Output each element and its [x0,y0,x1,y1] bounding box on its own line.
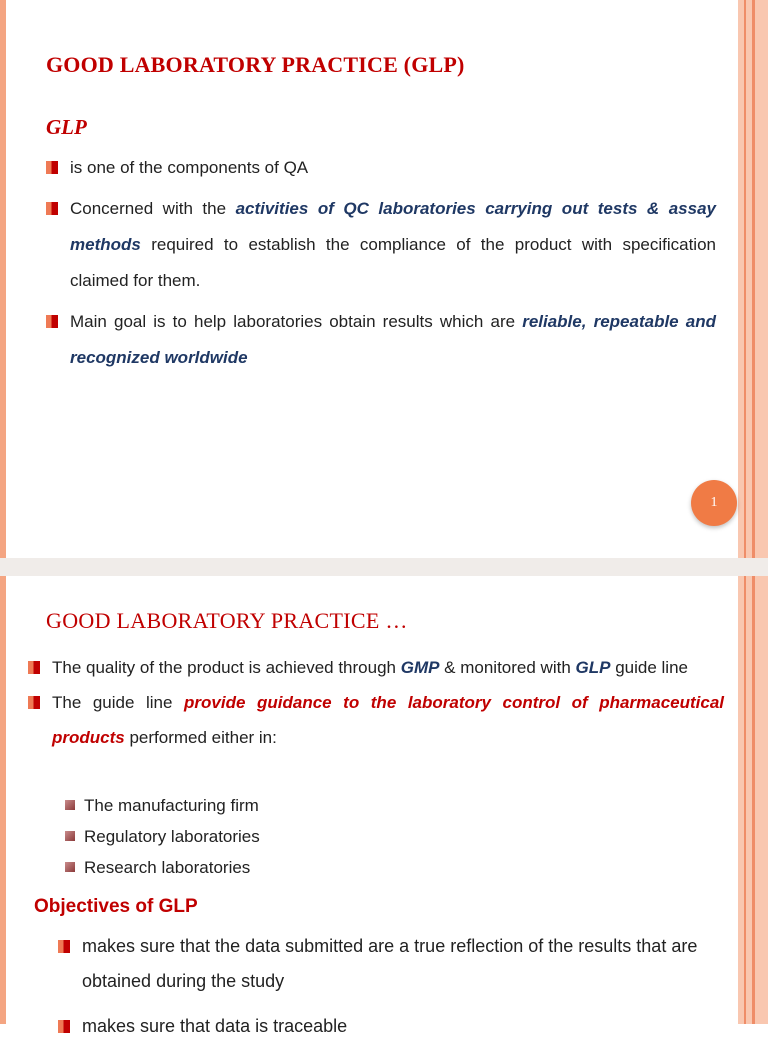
bullet-marker-icon [46,161,58,174]
bullet-marker-icon [46,315,58,328]
bullet-item [28,685,724,755]
page-number-badge: 1 [691,480,737,526]
sub-bullet-item [62,852,260,883]
bullet-text: is one of the components of QA [70,158,309,177]
sub-bullet-text: Research laboratories [84,858,251,877]
bullet-list [46,150,716,381]
objectives-heading: Objectives of GLP [34,896,198,917]
decorative-border-strip [738,0,768,1024]
bullet-marker-icon [58,1020,70,1033]
slide-separator [0,558,738,576]
sub-bullet-item [62,790,260,821]
sub-bullet-item [62,821,260,852]
objective-item [58,1009,724,1044]
sub-bullet-text: The manufacturing firm [84,796,259,815]
slide-separator [738,558,768,576]
sub-bullet-marker-icon [65,862,75,872]
sub-bullet-text: Regulatory laboratories [84,827,260,846]
objective-text: makes sure that data is traceable [82,1016,348,1036]
sub-bullet-marker-icon [65,800,75,810]
sub-bullet-marker-icon [65,831,75,841]
bullet-marker-icon [46,202,58,215]
bullet-text: Concerned with the [70,199,236,218]
border-line [752,0,755,1024]
objectives-list [58,929,724,1054]
bullet-emphasis: GMP [400,658,440,677]
subheading: GLP [46,115,87,139]
slide-2 [0,576,738,1036]
bullet-text: Main goal is to help laboratories obtain results which are [70,312,523,331]
sub-bullet-list [62,790,260,883]
bullet-text: guide line [610,658,688,677]
bullet-item [46,191,716,299]
slide-title: GOOD LABORATORY PRACTICE (GLP) [46,52,465,77]
border-line [744,0,746,1024]
bullet-text: performed either in: [124,728,277,747]
bullet-marker-icon [28,661,40,674]
bullet-text: & monitored with [439,658,576,677]
bullet-emphasis: GLP [575,658,611,677]
bullet-item [28,650,724,685]
bullet-emphasis: reliable, repeatable and recognized worldwide [70,312,716,367]
slide-title: GOOD LABORATORY PRACTICE … [46,608,408,633]
bullet-marker-icon [58,940,70,953]
bullet-text: The quality of the product is achieved through [52,658,401,677]
bullet-text: required to establish the compliance of the product with specification claimed for them. [70,235,716,290]
bullet-item [46,150,716,186]
objective-item [58,929,724,999]
bullet-list [28,650,724,755]
objective-text: makes sure that the data submitted are a true reflection of the results that are obtained during the study [82,936,698,991]
bullet-emphasis: provide guidance to the laboratory control of pharmaceutical products [52,693,724,747]
bullet-item [46,304,716,376]
bullet-marker-icon [28,696,40,709]
bullet-text: The guide line [52,693,185,712]
bullet-emphasis: activities of QC laboratories carrying out tests & assay methods [70,199,716,254]
